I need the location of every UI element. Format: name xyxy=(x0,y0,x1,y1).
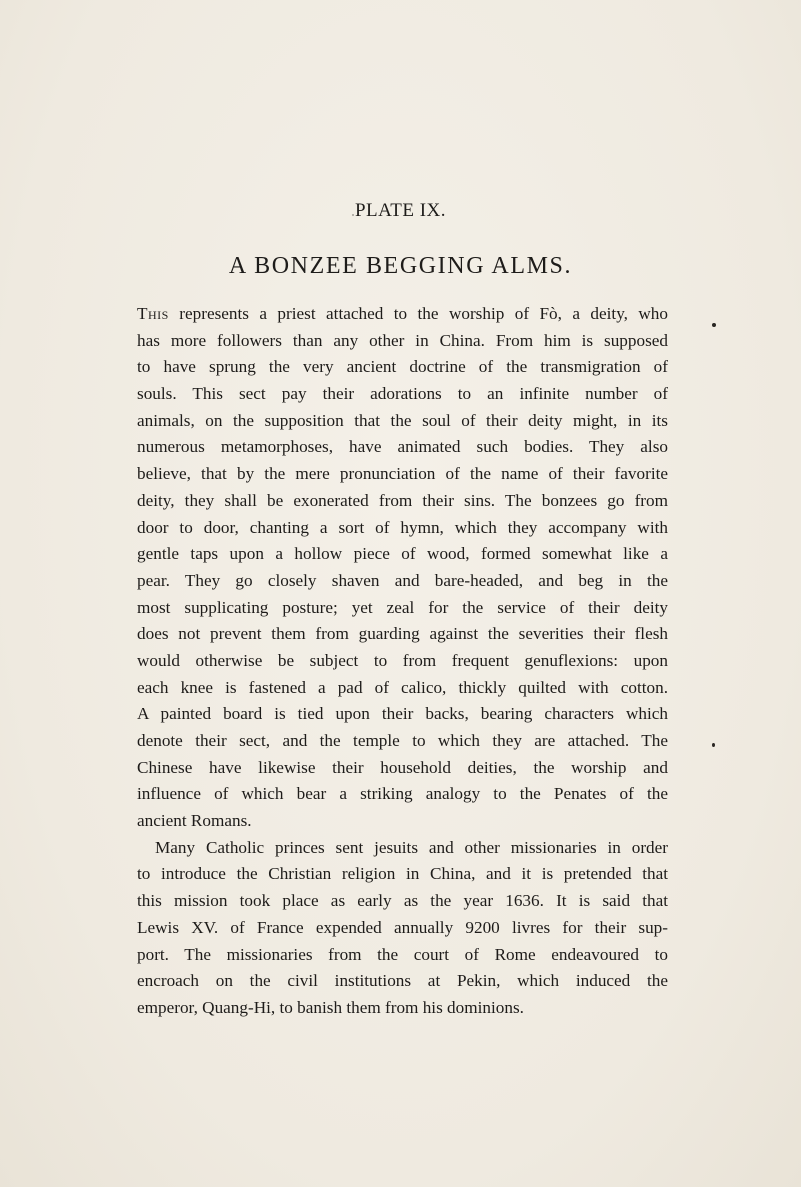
paragraph-2 xyxy=(137,835,668,1022)
text-line: ancient Romans. xyxy=(137,811,252,831)
text-line: A painted board is tied upon their backs, bearing characters which xyxy=(137,704,668,724)
text-line: to have sprung the very ancient doctrine of the transmigration of xyxy=(137,357,668,377)
drop-word: This xyxy=(137,304,169,323)
text-line: pear. They go closely shaven and bare-headed, and beg in the xyxy=(137,570,668,590)
paper-speck xyxy=(352,214,354,216)
text-line: gentle taps upon a hollow piece of wood, formed somewhat like a xyxy=(137,544,668,564)
text-line: Lewis XV. of France expended annually 9200 livres for their sup- xyxy=(137,917,668,937)
line-text: represents a priest attached to the worship of Fò, a deity, who xyxy=(168,304,668,323)
text-line: numerous metamorphoses, have animated such bodies. They also xyxy=(137,437,668,457)
text-line: most supplicating posture; yet zeal for the service of their deity xyxy=(137,597,668,617)
plate-label: PLATE IX. xyxy=(354,200,447,221)
text-line: to introduce the Christian religion in China, and it is pretended that xyxy=(137,864,668,884)
text-line: emperor, Quang-Hi, to banish them from his dominions. xyxy=(137,997,524,1017)
paragraph-1 xyxy=(137,301,668,835)
text-line: encroach on the civil institutions at Pekin, which induced the xyxy=(137,971,668,991)
page-title: A BONZEE BEGGING ALMS. xyxy=(228,253,573,279)
text-line xyxy=(137,301,668,328)
text-line: deity, they shall be exonerated from their sins. The bonzees go from xyxy=(137,490,668,510)
text-line: door to door, chanting a sort of hymn, which they accompany with xyxy=(137,517,668,537)
text-line: Many Catholic princes sent jesuits and other missionaries in order xyxy=(155,837,668,857)
text-line: port. The missionaries from the court of Rome endeavoured to xyxy=(137,944,668,964)
text-line: does not prevent them from guarding against the severities their flesh xyxy=(137,624,668,644)
text-line: influence of which bear a striking analogy to the Penates of the xyxy=(137,784,668,804)
text-line: souls. This sect pay their adorations to an infinite number of xyxy=(137,384,668,404)
text-line: would otherwise be subject to from frequent genuflexions: upon xyxy=(137,650,668,670)
paper-speck xyxy=(712,323,716,327)
text-line: denote their sect, and the temple to which they are attached. The xyxy=(137,731,668,750)
text-line: believe, that by the mere pronunciation of the name of their favorite xyxy=(137,464,668,484)
text-line: this mission took place as early as the year 1636. It is said that xyxy=(137,891,668,911)
text-line: has more followers than any other in China. From him is supposed xyxy=(137,330,668,350)
paper-speck xyxy=(712,743,715,747)
body-text xyxy=(137,301,668,1022)
text-line: animals, on the supposition that the soul of their deity might, in its xyxy=(137,410,668,430)
text-line: each knee is fastened a pad of calico, thickly quilted with cotton. xyxy=(137,677,668,697)
text-line: Chinese have likewise their household deities, the worship and xyxy=(137,757,668,777)
